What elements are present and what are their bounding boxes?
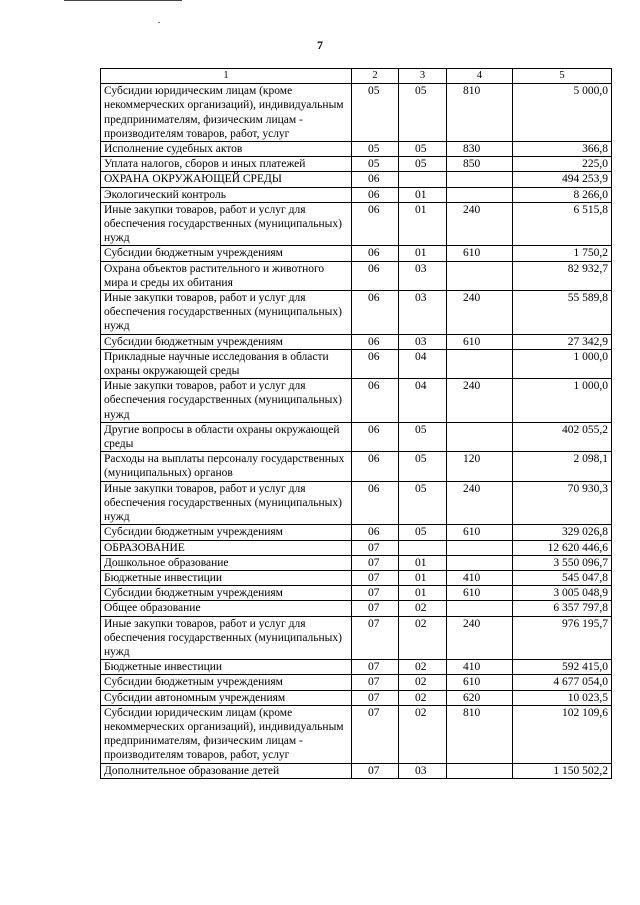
row-subsection-code: 03 [399,291,447,335]
row-expense-type-code [447,172,513,187]
row-subsection-code: 05 [399,142,447,157]
row-name: Прикладные научные исследования в области охраны окружающей среды [101,349,352,378]
table-row [101,525,612,540]
table-row [101,763,612,778]
row-name: Бюджетные инвестиции [101,660,352,675]
row-subsection-code: 02 [399,690,447,705]
row-section-code: 07 [352,690,399,705]
row-section-code: 06 [352,349,399,378]
table-row [101,187,612,202]
row-subsection-code: 02 [399,660,447,675]
row-subsection-code: 01 [399,246,447,261]
row-subsection-code: 02 [399,675,447,690]
table-row [101,84,612,142]
row-expense-type-code [447,555,513,570]
row-expense-type-code: 810 [447,84,513,142]
row-section-code: 07 [352,540,399,555]
table-row [101,157,612,172]
row-expense-type-code: 810 [447,705,513,763]
row-section-code: 07 [352,675,399,690]
table-row [101,379,612,423]
row-name: Субсидии бюджетным учреждениям [101,246,352,261]
row-name: Субсидии юридическим лицам (кроме некоммерческих организаций), индивидуальным предпринимателям, физическим лицам - производителям товаров, работ, услуг [101,84,352,142]
table-row [101,246,612,261]
row-expense-type-code: 120 [447,452,513,481]
row-subsection-code [399,172,447,187]
row-amount: 3 550 096,7 [513,555,612,570]
row-subsection-code: 01 [399,202,447,246]
row-expense-type-code: 830 [447,142,513,157]
row-amount: 6 515,8 [513,202,612,246]
row-amount: 1 150 502,2 [513,763,612,778]
row-section-code: 06 [352,291,399,335]
row-expense-type-code [447,763,513,778]
row-name: Субсидии бюджетным учреждениям [101,525,352,540]
row-expense-type-code: 240 [447,202,513,246]
row-amount: 8 266,0 [513,187,612,202]
row-amount: 1 000,0 [513,349,612,378]
row-section-code: 07 [352,601,399,616]
row-expense-type-code: 620 [447,690,513,705]
row-section-code: 06 [352,187,399,202]
row-name: Субсидии бюджетным учреждениям [101,586,352,601]
col-header-3: 3 [399,69,447,84]
table-row [101,660,612,675]
row-amount: 70 930,3 [513,481,612,525]
row-section-code: 06 [352,525,399,540]
row-name: Уплата налогов, сборов и иных платежей [101,157,352,172]
table-row [101,349,612,378]
row-expense-type-code [447,187,513,202]
row-amount: 10 023,5 [513,690,612,705]
row-section-code: 06 [352,422,399,451]
row-expense-type-code [447,540,513,555]
row-amount: 494 253,9 [513,172,612,187]
row-subsection-code: 03 [399,261,447,290]
table-row [101,202,612,246]
row-name: Субсидии бюджетным учреждениям [101,334,352,349]
table-row [101,422,612,451]
row-amount: 1 750,2 [513,246,612,261]
row-section-code: 07 [352,763,399,778]
col-header-4: 4 [447,69,513,84]
row-amount: 976 195,7 [513,616,612,660]
row-subsection-code: 01 [399,555,447,570]
row-subsection-code: 01 [399,570,447,585]
col-header-1: 1 [101,69,352,84]
row-name: Субсидии юридическим лицам (кроме некоммерческих организаций), индивидуальным предпринимателям, физическим лицам - производителям товаров, работ, услуг [101,705,352,763]
row-name: Исполнение судебных актов [101,142,352,157]
row-section-code: 06 [352,172,399,187]
table-row [101,540,612,555]
row-amount: 329 026,8 [513,525,612,540]
row-subsection-code: 05 [399,422,447,451]
row-subsection-code: 02 [399,601,447,616]
row-name: Иные закупки товаров, работ и услуг для обеспечения государственных (муниципальных) нужд [101,379,352,423]
table-row [101,172,612,187]
row-name: Иные закупки товаров, работ и услуг для обеспечения государственных (муниципальных) нужд [101,616,352,660]
table-row [101,705,612,763]
row-name: Расходы на выплаты персоналу государственных (муниципальных) органов [101,452,352,481]
table-header-row [101,69,612,84]
row-subsection-code: 05 [399,481,447,525]
row-expense-type-code: 410 [447,570,513,585]
row-expense-type-code [447,349,513,378]
row-expense-type-code: 240 [447,291,513,335]
row-amount: 5 000,0 [513,84,612,142]
row-amount: 1 000,0 [513,379,612,423]
scan-artifact-line [64,0,182,1]
row-expense-type-code: 850 [447,157,513,172]
table-row [101,142,612,157]
row-name: Дополнительное образование детей [101,763,352,778]
row-amount: 82 932,7 [513,261,612,290]
table-row [101,555,612,570]
row-amount: 592 415,0 [513,660,612,675]
row-expense-type-code: 240 [447,481,513,525]
table-row [101,586,612,601]
row-expense-type-code: 610 [447,525,513,540]
row-amount: 55 589,8 [513,291,612,335]
row-name: Субсидии бюджетным учреждениям [101,675,352,690]
row-section-code: 05 [352,84,399,142]
row-section-code: 06 [352,202,399,246]
row-expense-type-code: 240 [447,616,513,660]
row-expense-type-code: 610 [447,334,513,349]
row-subsection-code: 05 [399,525,447,540]
row-name: Иные закупки товаров, работ и услуг для обеспечения государственных (муниципальных) нужд [101,202,352,246]
table-row [101,675,612,690]
row-name: Дошкольное образование [101,555,352,570]
row-section-code: 06 [352,481,399,525]
row-subsection-code [399,540,447,555]
row-expense-type-code: 610 [447,246,513,261]
row-section-code: 07 [352,660,399,675]
budget-table-body [101,69,612,779]
table-row [101,261,612,290]
row-name: Охрана объектов растительного и животного мира и среды их обитания [101,261,352,290]
row-section-code: 07 [352,616,399,660]
row-amount: 3 005 048,9 [513,586,612,601]
row-name: Другие вопросы в области охраны окружающей среды [101,422,352,451]
row-section-code: 06 [352,246,399,261]
table-row [101,291,612,335]
table-row [101,570,612,585]
row-amount: 545 047,8 [513,570,612,585]
row-section-code: 07 [352,555,399,570]
row-subsection-code: 03 [399,334,447,349]
table-row [101,601,612,616]
row-name: Субсидии автономным учреждениям [101,690,352,705]
row-section-code: 07 [352,705,399,763]
row-name: ОБРАЗОВАНИЕ [101,540,352,555]
table-row [101,334,612,349]
row-amount: 2 098,1 [513,452,612,481]
row-expense-type-code: 240 [447,379,513,423]
table-row [101,690,612,705]
row-section-code: 06 [352,334,399,349]
scan-artifact-dot [158,22,160,23]
col-header-2: 2 [352,69,399,84]
table-row [101,616,612,660]
row-name: Иные закупки товаров, работ и услуг для обеспечения государственных (муниципальных) нужд [101,481,352,525]
row-expense-type-code: 610 [447,586,513,601]
row-name: Общее образование [101,601,352,616]
row-amount: 27 342,9 [513,334,612,349]
col-header-5: 5 [513,69,612,84]
row-name: Экологический контроль [101,187,352,202]
row-expense-type-code: 610 [447,675,513,690]
row-section-code: 06 [352,261,399,290]
row-subsection-code: 01 [399,187,447,202]
row-subsection-code: 04 [399,379,447,423]
row-amount: 225,0 [513,157,612,172]
row-section-code: 05 [352,142,399,157]
row-expense-type-code: 410 [447,660,513,675]
row-subsection-code: 02 [399,616,447,660]
row-subsection-code: 04 [399,349,447,378]
row-amount: 102 109,6 [513,705,612,763]
row-amount: 12 620 446,6 [513,540,612,555]
row-section-code: 06 [352,452,399,481]
row-section-code: 05 [352,157,399,172]
row-subsection-code: 01 [399,586,447,601]
row-name: Бюджетные инвестиции [101,570,352,585]
row-name: ОХРАНА ОКРУЖАЮЩЕЙ СРЕДЫ [101,172,352,187]
row-section-code: 07 [352,570,399,585]
page-number: 7 [317,38,323,52]
row-expense-type-code [447,601,513,616]
row-subsection-code: 05 [399,452,447,481]
row-expense-type-code [447,422,513,451]
row-subsection-code: 02 [399,705,447,763]
row-section-code: 07 [352,586,399,601]
row-name: Иные закупки товаров, работ и услуг для обеспечения государственных (муниципальных) нужд [101,291,352,335]
row-amount: 402 055,2 [513,422,612,451]
table-row [101,481,612,525]
budget-table [100,68,612,779]
row-amount: 366,8 [513,142,612,157]
row-section-code: 06 [352,379,399,423]
row-expense-type-code [447,261,513,290]
table-row [101,452,612,481]
row-subsection-code: 05 [399,157,447,172]
row-amount: 6 357 797,8 [513,601,612,616]
row-amount: 4 677 054,0 [513,675,612,690]
row-subsection-code: 03 [399,763,447,778]
row-subsection-code: 05 [399,84,447,142]
